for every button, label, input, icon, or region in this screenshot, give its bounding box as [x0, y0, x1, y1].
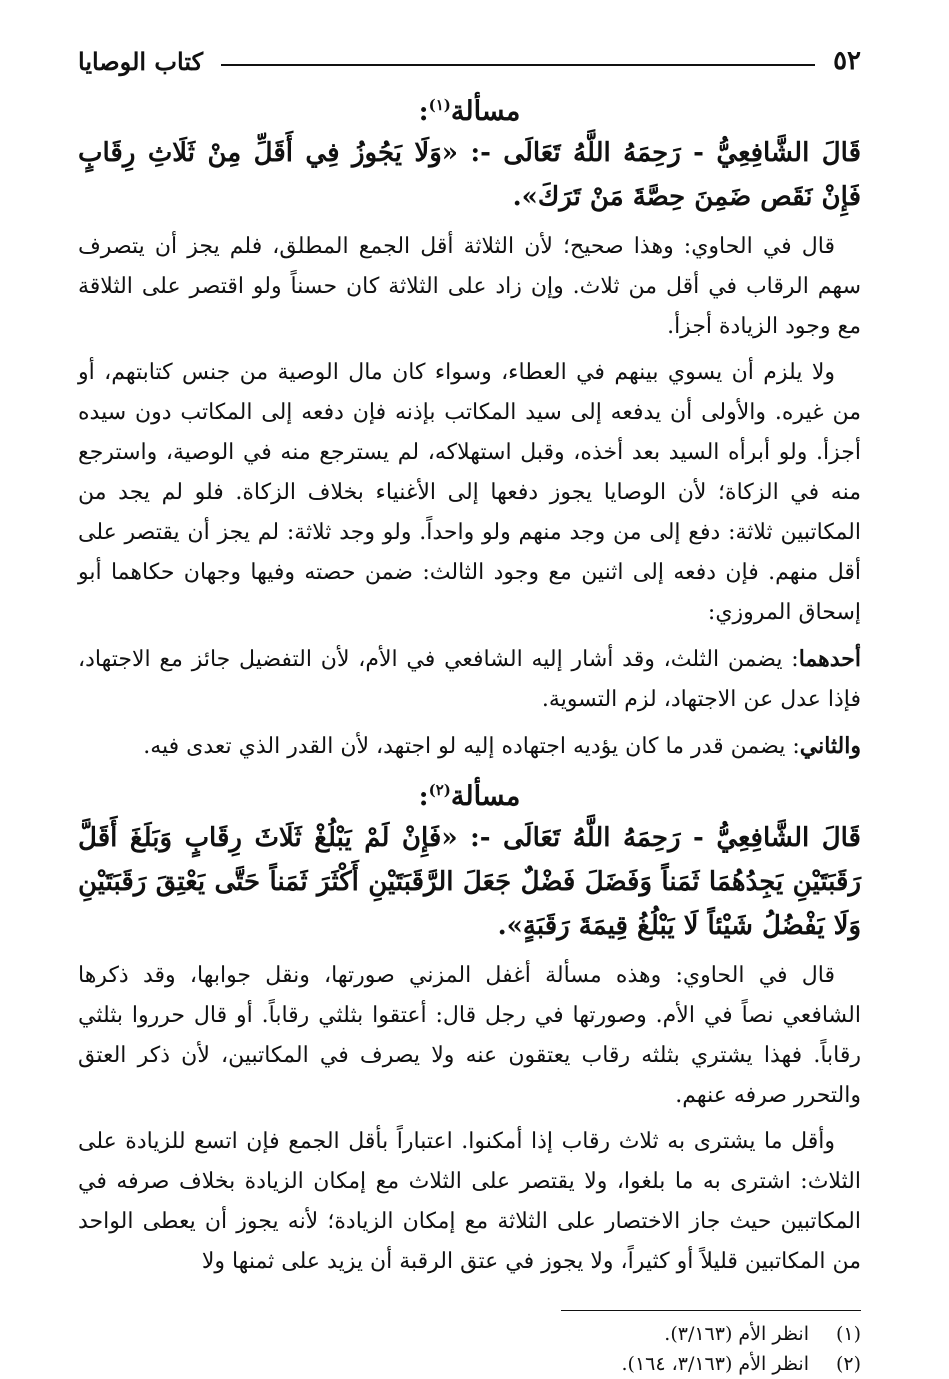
paragraph: قال في الحاوي: وهذا صحيح؛ لأن الثلاثة أقل الجمع المطلق، فلم يجز أن يتصرف سهم الرقاب في أقل من ثلاث. وإن زاد على الثلاثة كان حسناً ولو اقتصر على الثلاقة مع وجود الزيادة أجزأ.	[78, 234, 861, 339]
book-title: كتاب الوصايا	[78, 46, 203, 76]
heading-colon: :	[418, 96, 429, 127]
footnote-ref-2[interactable]: (٢)	[428, 781, 451, 799]
footnote-2	[78, 1349, 861, 1379]
heading-text: مسألة	[450, 96, 521, 127]
shafii-quote-1: قَالَ الشَّافِعِيُّ - رَحِمَهُ اللَّهُ تَعَالَى -: «وَلَا يَجُوزُ فِي أَقَلِّ مِنْ ثَلَاثِ رِقَابٍ فَإِنْ نَقَص ضَمِنَ حِصَّةَ مَنْ تَرَكَ».	[78, 138, 861, 212]
paragraph: قال في الحاوي: وهذه مسألة أغفل المزني صورتها، ونقل جوابها، وقد ذكرها الشافعي نصاً في الأم. وصورتها في رجل قال: أعتقوا بثلثي رقاباً. أو قال حرروا بثلثي رقاباً. فهذا يشتري بثلثه رقاب يعتقون عنه ولا يصرف في المكاتبين، لأن ذكر العتق والتحرر صرفه عنهم.	[78, 963, 861, 1108]
section-heading-2	[78, 781, 861, 812]
page-header	[78, 40, 861, 82]
shafii-quote-2: قَالَ الشَّافِعِيُّ - رَحِمَهُ اللَّهُ تَعَالَى -: «فَإِنْ لَمْ يَبْلُغْ ثَلَاثَ رِقَابٍ وَبَلَغَ أَقَلَّ رَقَبَتَيْنِ يَجِدُهُمَا ثَمَناً وَفَضَلَ فَضْلٌ جَعَلَ الرَّقَبَتَيْنِ أَكْثَرَ ثَمَناً حَتَّى يَعْتِقَ رَقَبَتَيْنِ وَلَا يَفْضُلُ شَيْئاً لَا يَبْلُغُ قِيمَةَ رَقَبَةٍ».	[78, 823, 861, 941]
paragraph-body: : يضمن قدر ما كان يؤديه اجتهاده إليه لو اجتهد، لأن القدر الذي تعدى فيه.	[143, 734, 800, 759]
paragraph-body: : يضمن الثلث، وقد أشار إليه الشافعي في الأم، لأن التفضيل جائز مع الاجتهاد، فإذا عدل عن الاجتهاد، لزم التسوية.	[78, 647, 861, 712]
lead-term: والثاني	[799, 733, 861, 759]
heading-text: مسألة	[450, 781, 521, 812]
lead-term: أحدهما	[798, 646, 861, 672]
paragraph-first-view	[78, 639, 861, 720]
footnote-number: (١)	[835, 1323, 861, 1345]
paragraph: ولا يلزم أن يسوي بينهم في العطاء، وسواء كان مال الوصية من جنس كتابتهم، أو من غيره. والأولى أن يدفعه إلى سيد المكاتب بإذنه فإن دفعه إلى المكاتب دون سيده أجزأ. ولو أبرأه السيد بعد أخذه، وقبل استهلاكه، لم يسترجع منه في الوصية، واسترجع منه في الزكاة؛ لأن الوصايا يجوز دفعها إلى الأغنياء بخلاف الزكاة. فلو لم يجد من المكاتبين ثلاثة: دفع إلى من وجد منهم ولو واحداً. ولو وجد ثلاثة: لم يجز أن يقتصر على أقل منهم. فإن دفعه إلى اثنين مع وجود الثالث: ضمن حصته وفيها وجهان حكاهما أبو إسحاق المروزي:	[78, 360, 862, 625]
footnote-text: انظر الأم (٣/١٦٣، ١٦٤).	[621, 1353, 809, 1375]
footnote-separator	[561, 1310, 861, 1311]
header-rule	[221, 64, 815, 66]
heading-colon: :	[418, 781, 429, 812]
footnote-ref-1[interactable]: (١)	[428, 96, 451, 114]
section-heading-1	[78, 96, 861, 127]
paragraph-second-view	[78, 726, 861, 767]
footnote-1	[78, 1319, 861, 1349]
footnote-number: (٢)	[835, 1353, 861, 1375]
page-number: ٥٢	[833, 46, 861, 76]
paragraph: وأقل ما يشترى به ثلاث رقاب إذا أمكنوا. اعتباراً بأقل الجمع فإن اتسع للزيادة على الثلاث: اشترى به ما بلغوا، ولا يقتصر على الثلاث مع إمكان الزيادة بخلاف صرفه في المكاتبين حيث جاز الاختصار على الثلاثة مع إمكان الزيادة؛ لأنه يجوز أن يعطى الواحد من المكاتبين قليلاً أو كثيراً، ولا يجوز في عتق الرقبة أن يزيد على ثمنها ولا	[78, 1129, 861, 1274]
footnote-text: انظر الأم (٣/١٦٣).	[664, 1323, 809, 1345]
